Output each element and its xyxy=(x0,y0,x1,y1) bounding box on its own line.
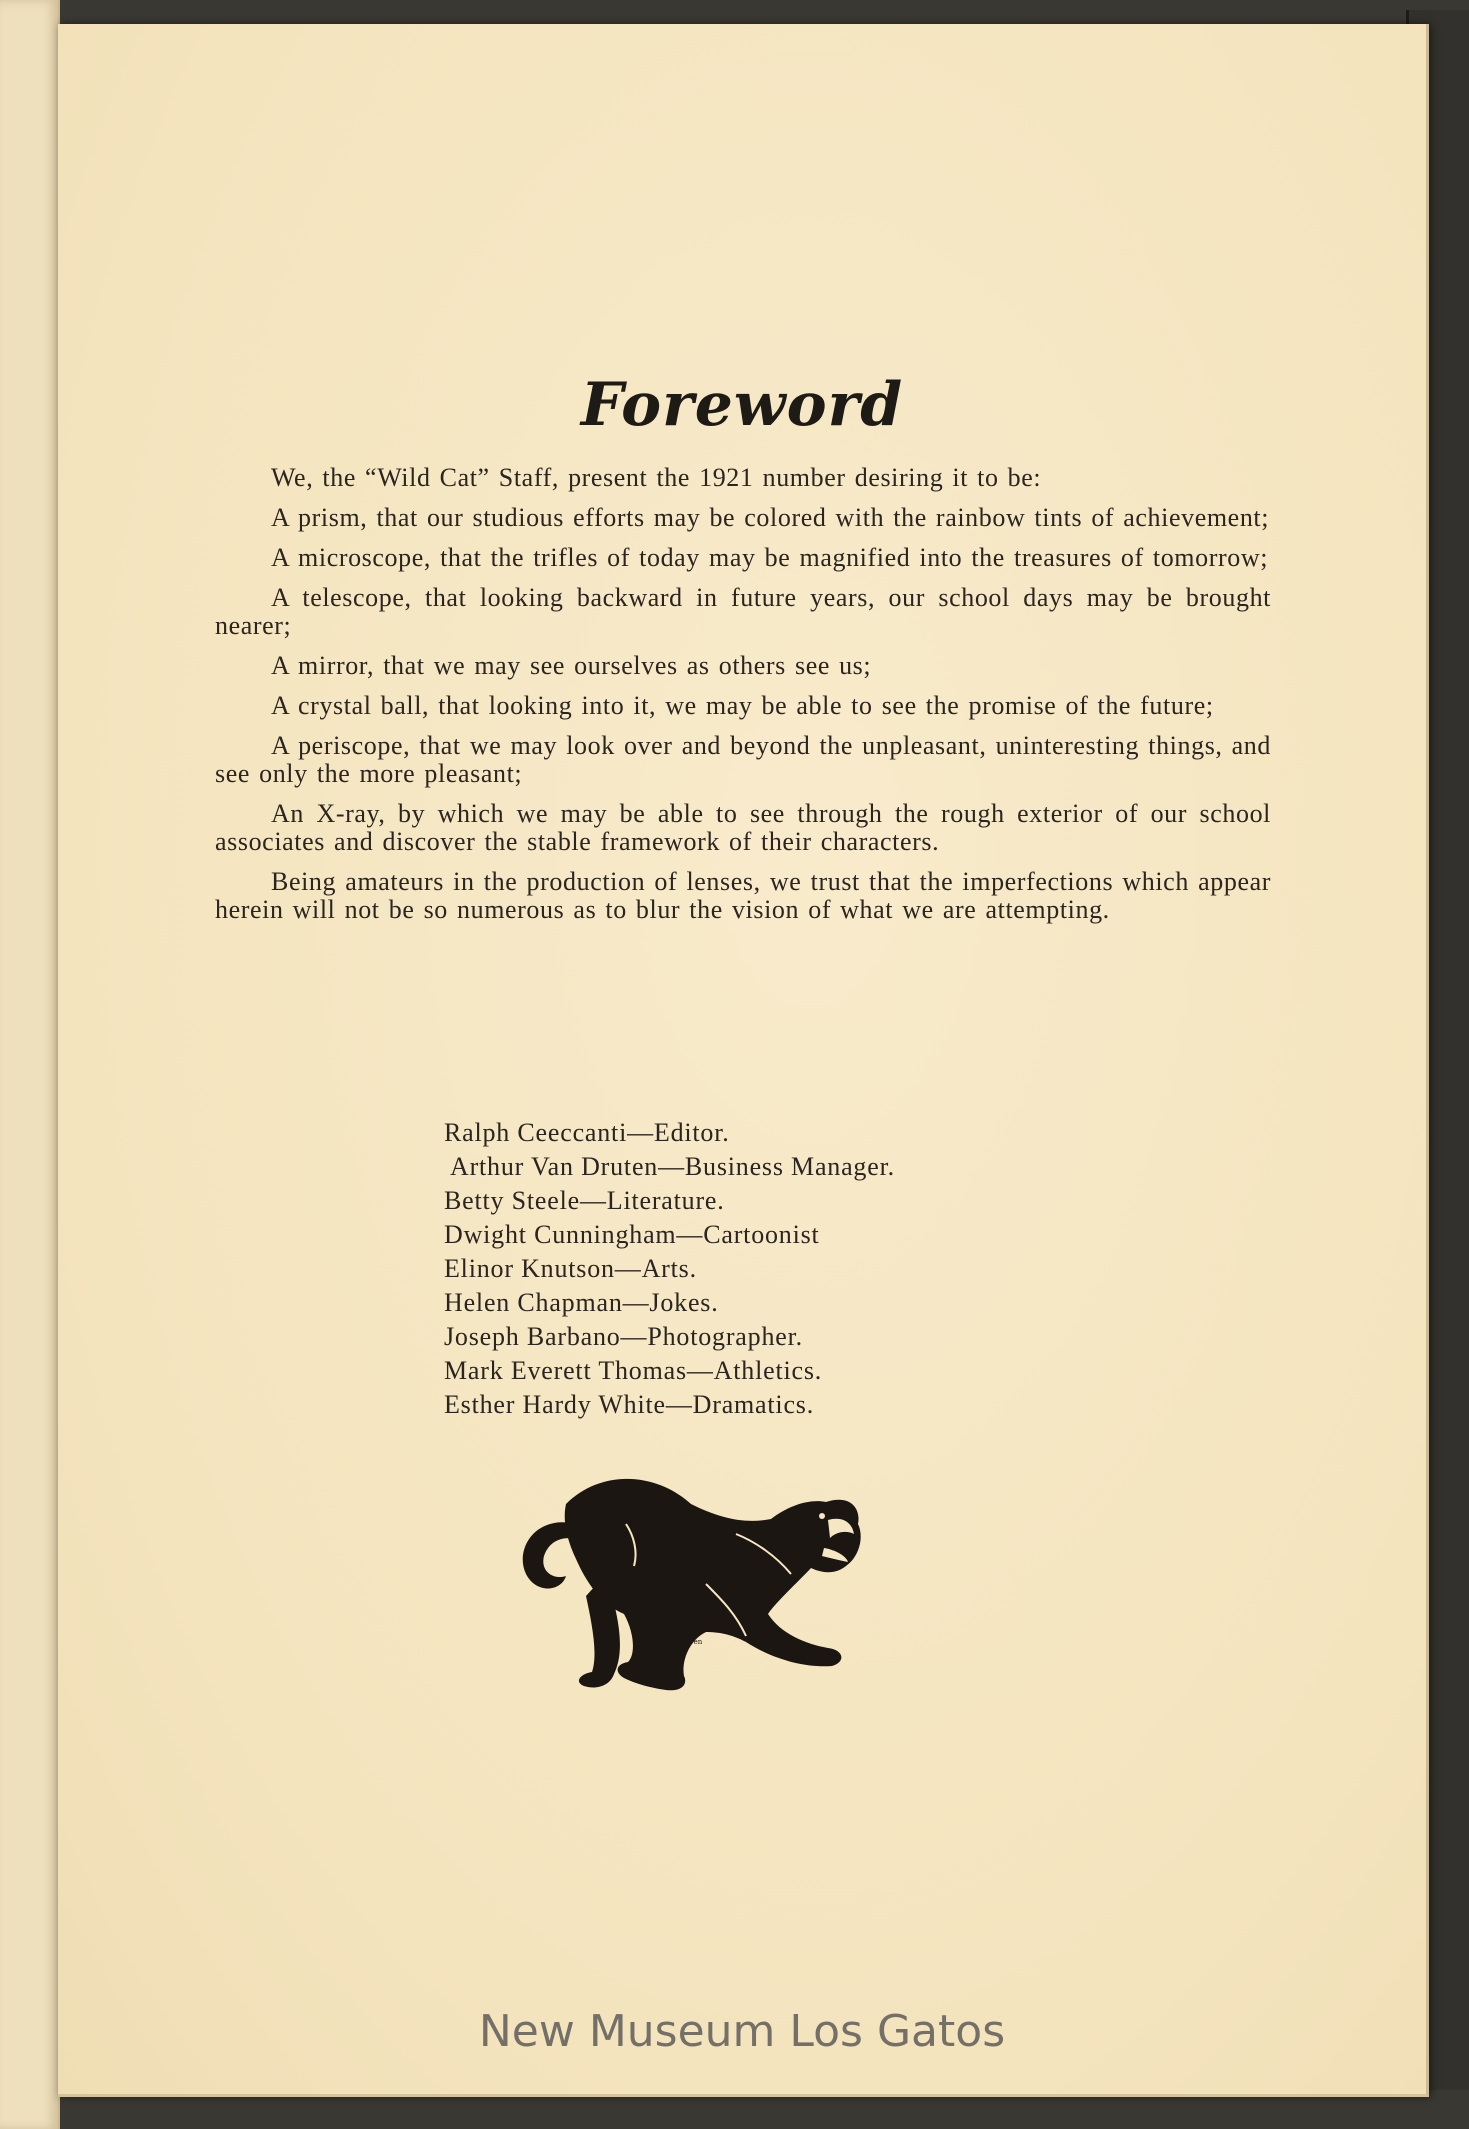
paragraph: A microscope, that the trifles of today may be magnified into the treasures of tomorrow; xyxy=(271,543,1269,572)
staff-member: Helen Chapman—Jokes. xyxy=(444,1288,719,1317)
staff-member: Betty Steele—Literature. xyxy=(444,1186,725,1215)
illustration-signature: Ahlgren xyxy=(674,1638,703,1646)
staff-member: Esther Hardy White—Dramatics. xyxy=(444,1390,814,1419)
paragraph: A periscope, that we may look over and beyond the unpleasant, uninteresting things, and see only the more pleasant; xyxy=(215,731,1271,788)
paragraph: We, the “Wild Cat” Staff, present the 1921 number desiring it to be: xyxy=(271,463,1042,492)
paragraph: A mirror, that we may see ourselves as others see us; xyxy=(271,651,872,680)
paragraph: An X-ray, by which we may be able to see through the rough exterior of our school associates and discover the stable framework of their characters. xyxy=(215,799,1271,856)
staff-member: Dwight Cunningham—Cartoonist xyxy=(444,1220,820,1249)
paragraph: A prism, that our studious efforts may be colored with the rainbow tints of achievement; xyxy=(271,503,1270,532)
page-title: Foreword xyxy=(580,370,904,440)
document-page xyxy=(58,24,1429,2097)
wildcat-illustration-icon xyxy=(506,1464,926,1704)
paragraph: Being amateurs in the production of lenses, we trust that the imperfections which appear herein will not be so numerous as to blur the vision of what we are attempting. xyxy=(215,867,1271,924)
staff-list xyxy=(444,1116,895,1422)
staff-member: Ralph Ceeccanti—Editor. xyxy=(444,1118,730,1147)
museum-watermark: New Museum Los Gatos xyxy=(478,2006,1006,2057)
staff-member: Joseph Barbano—Photographer. xyxy=(444,1322,803,1351)
staff-member: Arthur Van Druten—Business Manager. xyxy=(450,1152,895,1181)
paragraph: A telescope, that looking backward in future years, our school days may be brought nearer; xyxy=(215,583,1271,640)
staff-member: Mark Everett Thomas—Athletics. xyxy=(444,1356,823,1385)
previous-page-edge xyxy=(0,0,60,2129)
foreword-body xyxy=(215,464,1271,936)
staff-member: Elinor Knutson—Arts. xyxy=(444,1254,697,1283)
paragraph: A crystal ball, that looking into it, we may be able to see the promise of the future; xyxy=(271,691,1214,720)
